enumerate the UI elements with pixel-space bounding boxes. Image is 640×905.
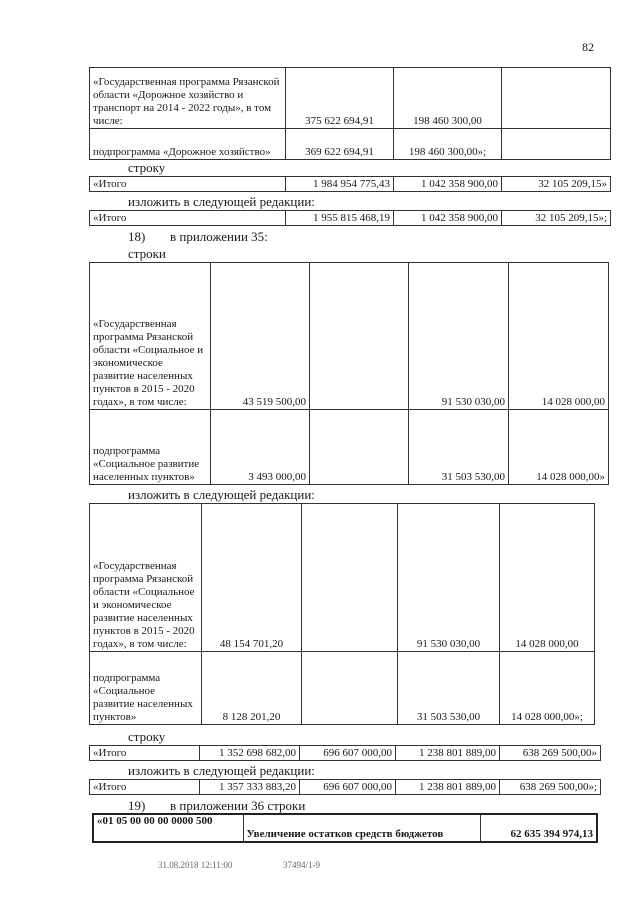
row-label: подпрограмма «Социальное развитие населенных пунктов» [90,410,211,485]
amount-cell: 32 105 209,15» [502,177,611,192]
amount-cell [502,129,611,160]
amount-cell [302,652,398,725]
amount-cell [302,504,398,652]
amount-cell: 375 622 694,91 [286,68,394,129]
table-row [90,68,611,129]
item-18-text: в приложении 35: [170,229,268,244]
row-label: «Государственная программа Рязанской области «Социальное и экономическое развитие населенных пунктов в 2015 - 2020 годах», в том числе: [90,504,202,652]
amount-cell [310,410,409,485]
amount-cell: 1 357 333 883,20 [200,780,300,795]
label-izlozhit: изложить в следующей редакции: [128,487,315,502]
amount-cell: 48 154 701,20 [202,504,302,652]
table-row [90,780,601,795]
table-row [90,211,611,226]
amount-cell: 43 519 500,00 [211,263,310,410]
label-stroku: строку [128,160,166,175]
table-social-program-old [89,262,609,485]
amount-cell: 31 503 530,00 [409,410,509,485]
page-number: 82 [582,40,594,54]
label-izlozhit: изложить в следующей редакции: [128,194,315,209]
table-itogo-new [89,779,601,795]
row-label: «Итого [90,780,200,795]
label-stroki: строки [128,246,166,261]
budget-code: «01 05 00 00 00 0000 500 [93,814,243,842]
amount-cell: 1 955 815 468,19 [286,211,394,226]
amount-cell: 1 238 801 889,00 [396,780,500,795]
amount-cell: 1 238 801 889,00 [396,746,500,761]
item-19-text: в приложении 36 строки [170,798,306,813]
amount-cell: 91 530 030,00 [409,263,509,410]
amount-cell: 62 635 394 974,13 [480,814,597,842]
amount-cell: 1 042 358 900,00 [394,177,502,192]
amount-cell: 638 269 500,00» [500,746,601,761]
table-social-program-new [89,503,595,725]
amount-cell: 1 984 954 775,43 [286,177,394,192]
amount-cell: 14 028 000,00» [509,410,609,485]
amount-cell: 31 503 530,00 [398,652,500,725]
table-row [93,814,597,842]
row-label: «Итого [90,746,200,761]
amount-cell: 696 607 000,00 [300,746,396,761]
amount-cell [310,263,409,410]
amount-cell: 696 607 000,00 [300,780,396,795]
footer-datetime: 31.08.2018 12:11:00 [158,860,233,870]
amount-cell: 14 028 000,00 [509,263,609,410]
row-label: «Государственная программа Рязанской области «Социальное и экономическое развитие населенных пунктов в 2015 - 2020 годах», в том числе: [90,263,211,410]
row-label: Увеличение остатков средств бюджетов [243,814,480,842]
item-18-number: 18) [128,229,146,244]
item-19-number: 19) [128,798,146,813]
row-label: «Государственная программа Рязанской области «Дорожное хозяйство и транспорт на 2014 - 2022 годы», в том числе: [90,68,286,129]
amount-cell: 14 028 000,00 [500,504,595,652]
table-itogo-old [89,745,601,761]
table-itogo-old [89,176,611,192]
label-stroku: строку [128,729,166,744]
table-row [90,263,609,410]
amount-cell: 3 493 000,00 [211,410,310,485]
amount-cell: 8 128 201,20 [202,652,302,725]
row-label: подпрограмма «Социальное развитие населенных пунктов» [90,652,202,725]
table-itogo-new [89,210,611,226]
amount-cell: 198 460 300,00»; [394,129,502,160]
amount-cell: 1 042 358 900,00 [394,211,502,226]
row-label: «Итого [90,211,286,226]
amount-cell: 198 460 300,00 [394,68,502,129]
amount-cell: 14 028 000,00»; [500,652,595,725]
row-label: подпрограмма «Дорожное хозяйство» [90,129,286,160]
table-row [90,652,595,725]
amount-cell [502,68,611,129]
table-row [90,177,611,192]
table-row [90,746,601,761]
amount-cell: 638 269 500,00»; [500,780,601,795]
amount-cell: 1 352 698 682,00 [200,746,300,761]
row-label: «Итого [90,177,286,192]
amount-cell: 91 530 030,00 [398,504,500,652]
table-row [90,504,595,652]
table-row [90,129,611,160]
footer-doc-id: 37494/1-9 [283,860,320,870]
amount-cell: 32 105 209,15»; [502,211,611,226]
table-row [90,410,609,485]
amount-cell: 369 622 694,91 [286,129,394,160]
label-izlozhit: изложить в следующей редакции: [128,763,315,778]
table-budget-balances [92,813,598,843]
table-road-program [89,67,611,160]
